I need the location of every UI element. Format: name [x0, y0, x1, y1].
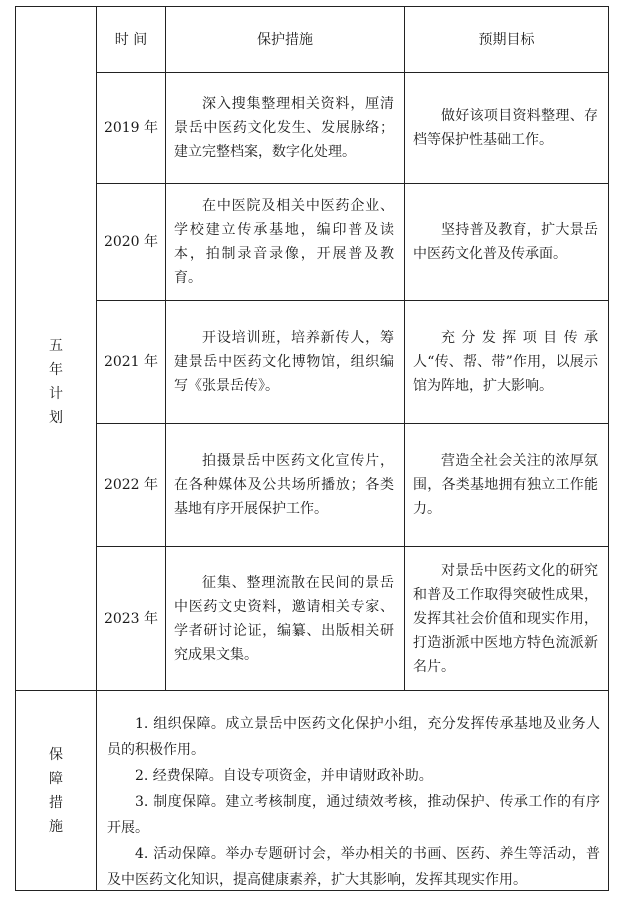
measure-cell [166, 73, 404, 183]
measure-cell [166, 424, 404, 546]
five-year-plan-label [16, 73, 96, 690]
guarantee-item: 2. 经费保障。自设专项资金，并申请财政补助。 [135, 768, 433, 784]
header-time: 时 间 [114, 31, 148, 48]
label-char: 计 [49, 385, 63, 402]
goal-cell [405, 184, 608, 300]
guarantee-item: 4. 活动保障。举办专题研讨会，举办相关的书画、医药、养生等活动，普及中医药文化知识，提高健康素养，扩大其影响，发挥其现实作用。 [107, 846, 600, 888]
label-char: 年 [49, 361, 63, 378]
label-char: 障 [49, 770, 63, 787]
goal-cell [405, 547, 608, 690]
year-cell: 2022 年 [103, 477, 159, 493]
label-char: 施 [49, 818, 63, 835]
year-cell: 2023 年 [103, 610, 159, 627]
measure-cell [166, 547, 404, 690]
measure-text: 开设培训班，培养新传人，筹建景岳中医药文化博物馆，组织编写《张景岳传》。 [174, 330, 394, 394]
goal-text: 对景岳中医药文化的研究和普及工作取得突破性成果，发挥其社会价值和现实作用，打造浙派中医地方特色流派新名片。 [413, 562, 598, 675]
goal-text: 做好该项目资料整理、存档等保护性基础工作。 [413, 108, 598, 148]
measure-text: 拍摄景岳中医药文化宣传片，在各种媒体及公共场所播放；各类基地有序开展保护工作。 [174, 453, 394, 517]
goal-text: 营造全社会关注的浓厚氛围，各类基地拥有独立工作能力。 [413, 453, 598, 517]
label-char: 保 [49, 746, 63, 763]
label-char: 五 [49, 337, 63, 354]
measure-text: 征集、整理流散在民间的景岳中医药文史资料，邀请相关专家、学者研讨论证，编纂、出版相关研究成果文集。 [174, 574, 394, 663]
measure-cell [166, 184, 404, 300]
guarantee-item: 3. 制度保障。建立考核制度，通过绩效考核，推动保护、传承工作的有序开展。 [107, 794, 600, 836]
guarantee-measures-label [16, 691, 96, 890]
label-char: 划 [49, 409, 63, 426]
year-cell: 2020 年 [103, 234, 159, 250]
measure-cell [166, 301, 404, 423]
goal-text: 坚持普及教育，扩大景岳中医药文化普及传承面。 [413, 222, 598, 262]
guarantee-item: 1. 组织保障。成立景岳中医药文化保护小组，充分发挥传承基地及业务人员的积极作用。 [107, 716, 600, 758]
measure-text: 深入搜集整理相关资料，厘清景岳中医药文化发生、发展脉络；建立完整档案，数字化处理。 [174, 96, 394, 160]
header-goals: 预期目标 [478, 31, 535, 48]
guarantee-measures-content [97, 691, 608, 890]
rule [608, 6, 609, 891]
goal-cell [405, 73, 608, 183]
measure-text: 在中医院及相关中医药企业、学校建立传承基地，编印普及读本，拍制录音录像，开展普及教育。 [174, 198, 394, 286]
goal-cell [405, 301, 608, 423]
goal-text: 充分发挥项目传承人“传、帮、带”作用，以展示馆为阵地，扩大影响。 [413, 330, 598, 394]
year-cell: 2019 年 [103, 120, 159, 136]
header-measures: 保护措施 [257, 31, 313, 48]
year-cell: 2021 年 [103, 354, 159, 370]
goal-cell [405, 424, 608, 546]
label-char: 措 [49, 794, 63, 811]
